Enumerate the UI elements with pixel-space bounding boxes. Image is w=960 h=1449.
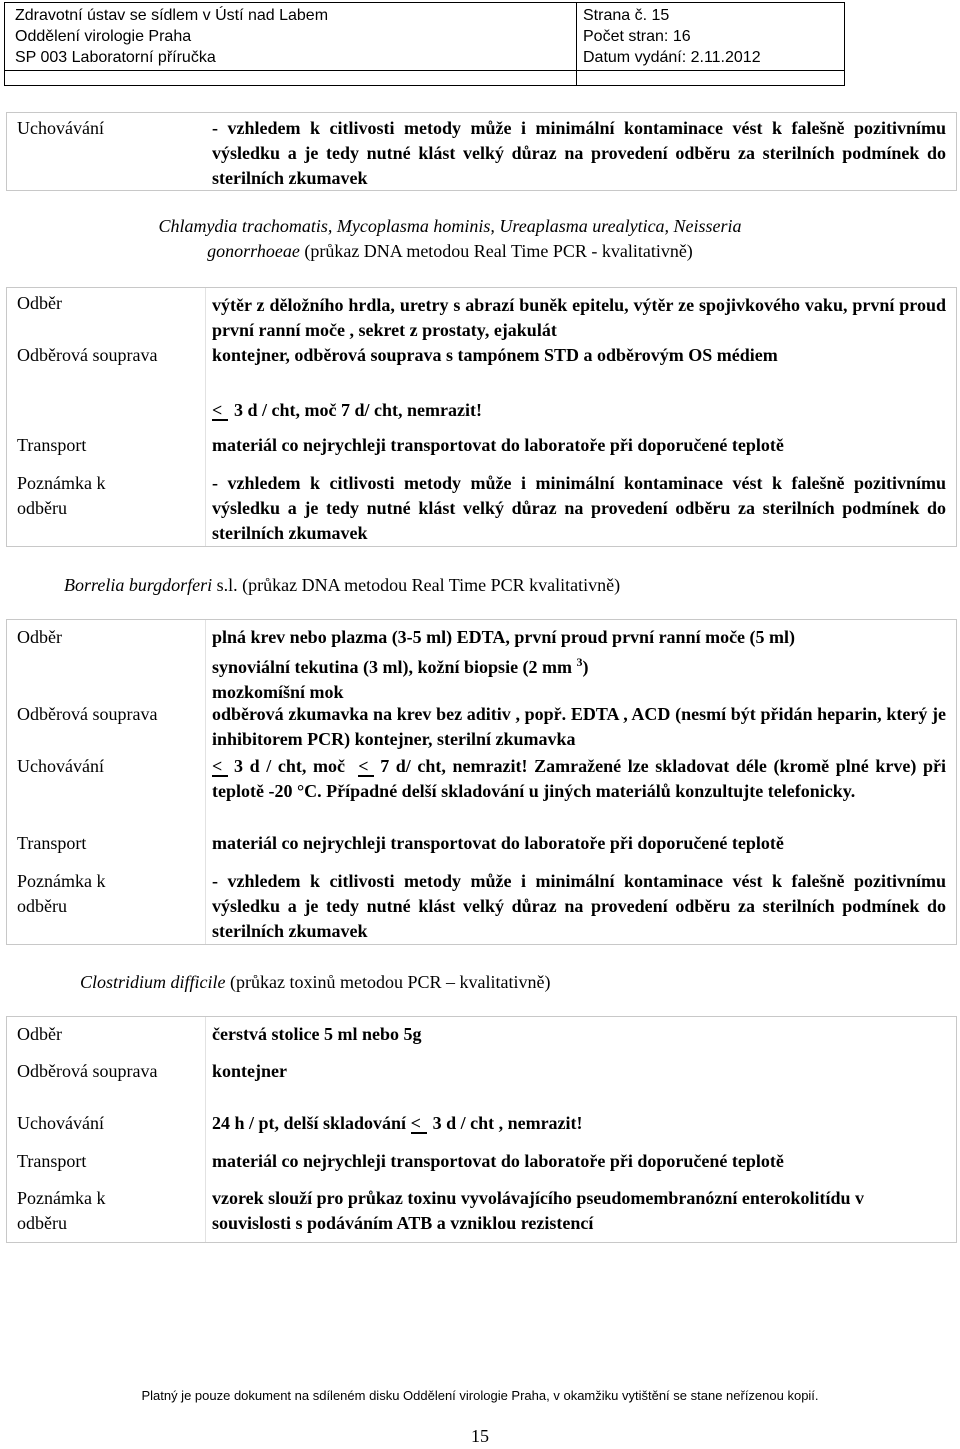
odber-value xyxy=(212,625,946,705)
souprava-value: kontejner xyxy=(212,1061,287,1081)
odber-line-2 xyxy=(212,650,946,680)
uchovavani-text: 3 d / cht, moč 7 d/ cht, nemrazit! xyxy=(234,400,482,420)
chlamydia-title-italic-2: gonorrhoeae xyxy=(207,241,300,261)
transport-label: Transport xyxy=(17,1151,87,1171)
poznamka-label: Poznámka k odběru xyxy=(17,871,106,916)
uchovavani-value: - vzhledem k citlivosti metody může i minimální kontaminace vést k falešně pozitivnímu výsledku a je tedy nutné klást velký důraz na provedení odběru za sterilních podmínek do sterilních zkumavek xyxy=(212,118,946,188)
odber-label: Odběr xyxy=(17,293,62,313)
uchovavani-text-a: 3 d / cht, moč xyxy=(234,756,345,776)
clostridium-table xyxy=(6,1016,957,1243)
less-equal-icon xyxy=(212,754,228,779)
less-equal-icon xyxy=(411,1111,427,1136)
dept-name: Oddělení virologie Praha xyxy=(15,28,192,45)
chlamydia-title xyxy=(60,214,840,264)
issue-date: Datum vydání: 2.11.2012 xyxy=(583,49,761,66)
top-uchovavani-block xyxy=(6,112,957,191)
page-count: Počet stran: 16 xyxy=(583,28,691,45)
borrelia-title-rest: s.l. (průkaz DNA metodou Real Time PCR kvalitativně) xyxy=(212,575,621,595)
poznamka-value: vzorek slouží pro průkaz toxinu vyvolávajícího pseudomembranózní enterokolitídu v souvislosti s podáváním ATB a vzniklou rezistencí xyxy=(212,1188,865,1233)
uchovavani-value xyxy=(212,754,946,804)
souprava-label: Odběrová souprava xyxy=(17,345,158,365)
uchovavani-value xyxy=(212,1111,946,1136)
transport-value: materiál co nejrychleji transportovat do laboratoře při doporučené teplotě xyxy=(212,833,784,853)
odber-line-2-end: ) xyxy=(582,657,589,677)
transport-label: Transport xyxy=(17,435,87,455)
poznamka-value: - vzhledem k citlivosti metody může i minimální kontaminace vést k falešně pozitivnímu výsledku a je tedy nutné klást velký důraz na provedení odběru za sterilních podmínek do sterilních zkumavek xyxy=(212,871,946,941)
header-divider xyxy=(5,70,844,71)
page-label: Strana č. 15 xyxy=(583,7,670,24)
column-divider xyxy=(205,288,206,546)
page-number: 15 xyxy=(471,1426,489,1446)
transport-value: materiál co nejrychleji transportovat do laboratoře při doporučené teplotě xyxy=(212,435,784,455)
odber-label: Odběr xyxy=(17,627,62,647)
souprava-value: odběrová zkumavka na krev bez aditiv , popř. EDTA , ACD (nesmí být přidán heparin, který je inhibitorem PCR) kontejner, sterilní zkumavka xyxy=(212,704,946,749)
superscript: 3 xyxy=(576,655,583,669)
doc-name: SP 003 Laboratorní příručka xyxy=(15,49,216,66)
transport-value: materiál co nejrychleji transportovat do laboratoře při doporučené teplotě xyxy=(212,1151,784,1171)
chlamydia-table xyxy=(6,287,957,547)
chlamydia-title-rest: (průkaz DNA metodou Real Time PCR - kvalitativně) xyxy=(299,241,693,261)
column-divider xyxy=(205,620,206,944)
org-name: Zdravotní ústav se sídlem v Ústí nad Labem xyxy=(15,7,329,24)
uchovavani-value xyxy=(212,398,946,423)
borrelia-title xyxy=(64,573,620,598)
document-header xyxy=(4,2,845,86)
less-equal-icon xyxy=(358,754,374,779)
header-divider xyxy=(576,3,577,85)
borrelia-title-italic: Borrelia burgdorferi xyxy=(64,575,213,595)
uchovavani-label: Uchovávání xyxy=(17,1113,104,1133)
uchovavani-text-b: 3 d / cht , nemrazit! xyxy=(432,1113,583,1133)
uchovavani-text-a: 24 h / pt, delší skladování xyxy=(212,1113,407,1133)
poznamka-value: - vzhledem k citlivosti metody může i minimální kontaminace vést k falešně pozitivnímu výsledku a je tedy nutné klást velký důraz na provedení odběru za sterilních podmínek do sterilních zkumavek xyxy=(212,473,946,543)
header-right xyxy=(583,5,761,68)
odber-label: Odběr xyxy=(17,1024,62,1044)
uchovavani-text-b: 7 d/ cht, nemrazit! Zamražené lze skladovat déle (kromě plné krve) při teplotě -20 °C. Případné delší skladování u jiných materiálů konzultujte telefonicky. xyxy=(212,756,947,801)
odber-value: výtěr z děložního hrdla, uretry s abrazí buněk epitelu, výtěr ze spojivkového vaku, první proud první ranní moče , sekret z prostaty, ejakulát xyxy=(212,295,946,340)
footer-note: Platný je pouze dokument na sdíleném disku Oddělení virologie Praha, v okamžiku vytištění se stane neřízenou kopií. xyxy=(141,1388,819,1403)
souprava-value: kontejner, odběrová souprava s tampónem STD a odběrovým OS médiem xyxy=(212,345,778,365)
less-equal-icon xyxy=(212,398,228,423)
souprava-label: Odběrová souprava xyxy=(17,1061,158,1081)
transport-label: Transport xyxy=(17,833,87,853)
odber-line-2-text: synoviální tekutina (3 ml), kožní biopsie (2 mm xyxy=(212,657,573,677)
odber-line-3: mozkomíšní mok xyxy=(212,682,344,702)
poznamka-label: Poznámka k odběru xyxy=(17,473,106,518)
header-left xyxy=(15,5,328,68)
clostridium-title xyxy=(80,970,550,995)
borrelia-table xyxy=(6,619,957,945)
clostridium-title-italic: Clostridium difficile xyxy=(80,972,226,992)
poznamka-label: Poznámka k odběru xyxy=(17,1188,106,1233)
souprava-label: Odběrová souprava xyxy=(17,704,158,724)
clostridium-title-rest: (průkaz toxinů metodou PCR – kvalitativně) xyxy=(225,972,551,992)
column-divider xyxy=(205,1017,206,1242)
uchovavani-label: Uchovávání xyxy=(17,756,104,776)
odber-value: čerstvá stolice 5 ml nebo 5g xyxy=(212,1024,422,1044)
odber-line-1: plná krev nebo plazma (3-5 ml) EDTA, první proud první ranní moče (5 ml) xyxy=(212,627,796,647)
chlamydia-title-italic: Chlamydia trachomatis, Mycoplasma hominis, Ureaplasma urealytica, Neisseria xyxy=(158,216,742,236)
uchovavani-label: Uchovávání xyxy=(17,118,104,138)
